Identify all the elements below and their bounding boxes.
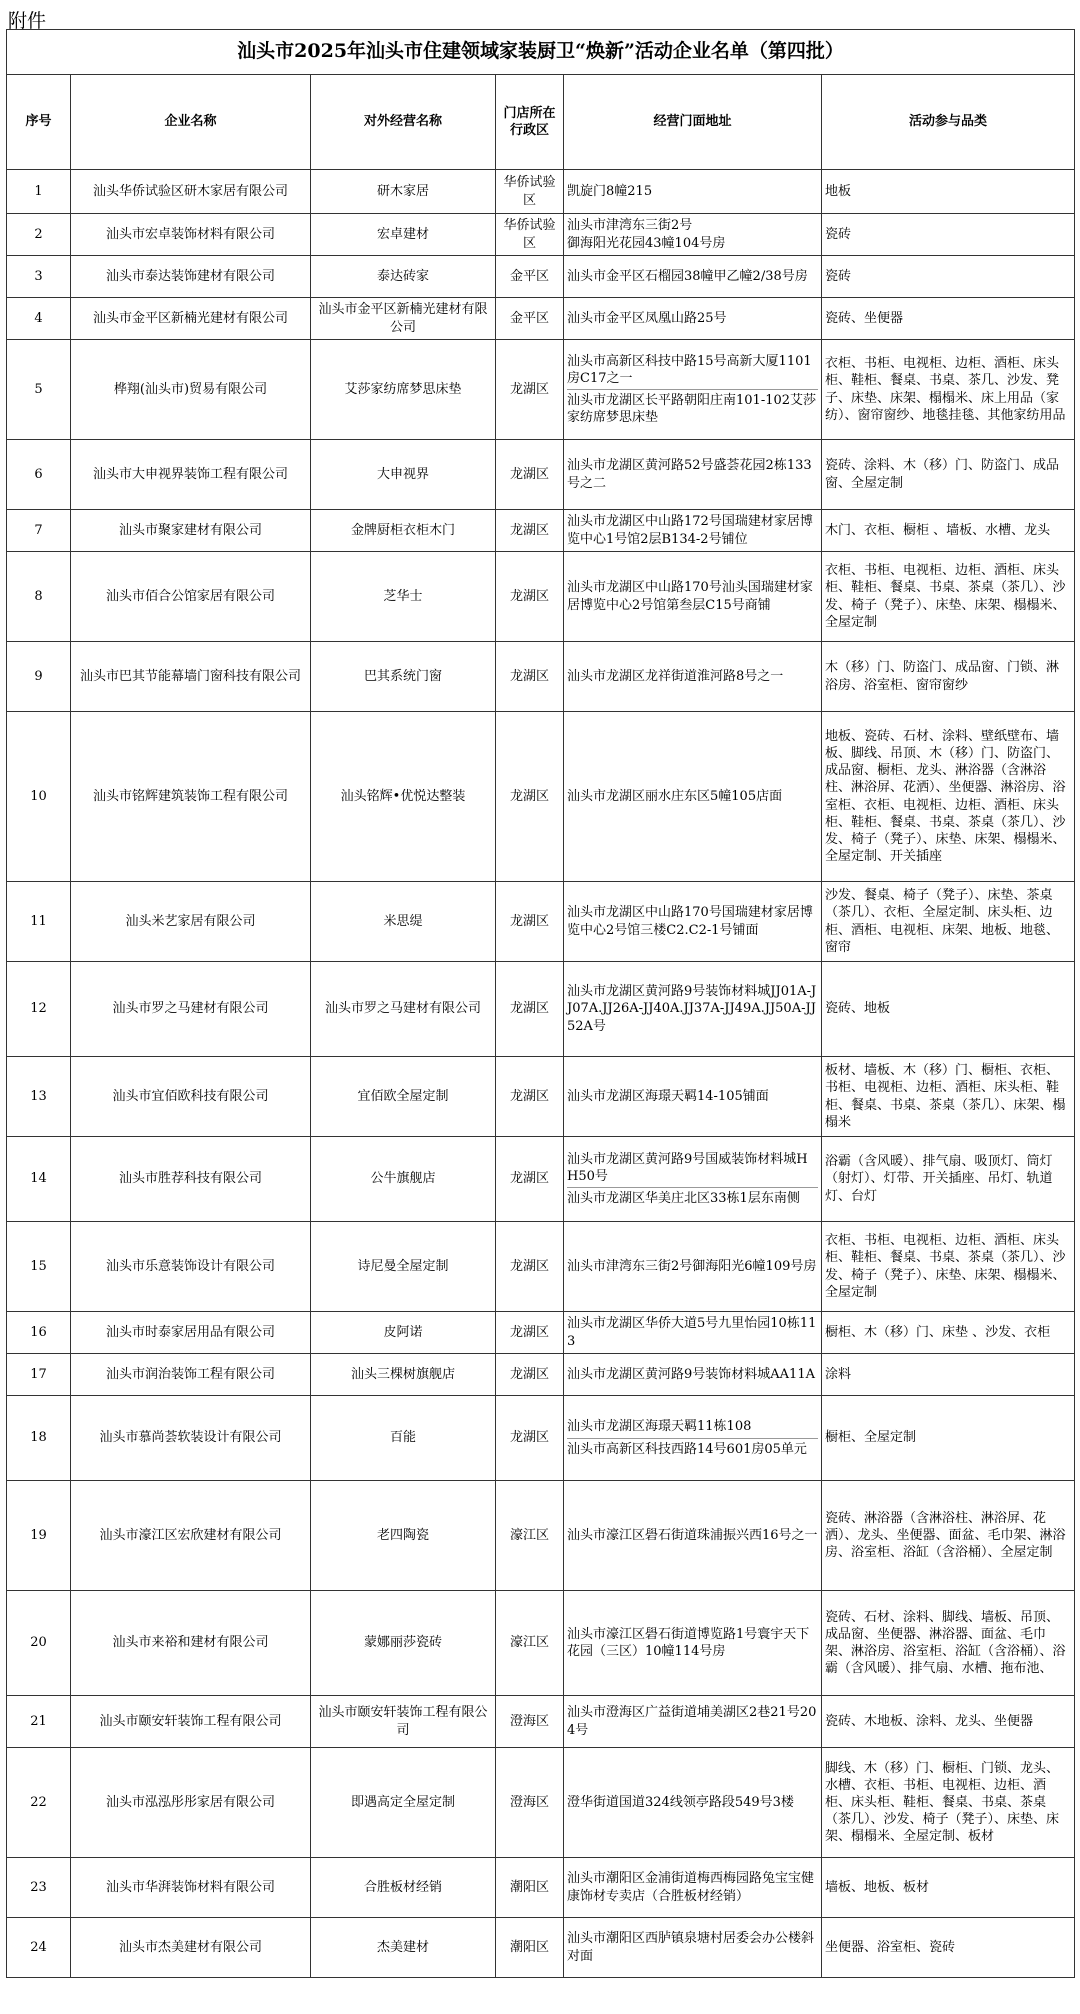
table-row <box>7 1858 1075 1918</box>
address <box>564 1354 822 1396</box>
district: 龙湖区 <box>496 1312 564 1354</box>
header-company: 企业名称 <box>71 75 311 170</box>
district: 龙湖区 <box>496 1396 564 1481</box>
address <box>564 1057 822 1137</box>
categories: 瓷砖 <box>822 214 1075 256</box>
district: 澄海区 <box>496 1748 564 1858</box>
categories: 橱柜、全屋定制 <box>822 1396 1075 1481</box>
address-line: 凯旋门8幢215 <box>567 183 653 199</box>
table-row <box>7 712 1075 882</box>
table-header-row <box>7 75 1075 170</box>
address-line: 澄华街道国道324线领亭路段549号3楼 <box>567 1794 794 1810</box>
address-line: 汕头市潮阳区金浦街道梅西梅园路兔宝宝健康饰材专卖店（合胜板材经销） <box>567 1871 815 1904</box>
table-row <box>7 510 1075 552</box>
table-row <box>7 882 1075 962</box>
address <box>564 962 822 1057</box>
address-line: 汕头市龙湖区黄河路9号国威装饰材料城HH50号 <box>567 1149 818 1188</box>
company-name: 汕头市乐意装饰设计有限公司 <box>71 1222 311 1312</box>
company-name: 汕头市巴其节能幕墙门窗科技有限公司 <box>71 642 311 712</box>
district: 龙湖区 <box>496 552 564 642</box>
table-row <box>7 440 1075 510</box>
categories: 沙发、餐桌、椅子（凳子）、床垫、茶桌（茶几）、衣柜、全屋定制、床头柜、边柜、酒柜、电视柜、床架、地板、地毯、窗帘 <box>822 882 1075 962</box>
trade-name: 杰美建材 <box>311 1918 496 1978</box>
address <box>564 1137 822 1222</box>
table-row <box>7 1591 1075 1696</box>
address-line: 汕头市龙湖区华美庄北区33栋1层东南侧 <box>567 1191 800 1207</box>
company-name: 汕头市宜佰欧科技有限公司 <box>71 1057 311 1137</box>
address <box>564 298 822 340</box>
address-line: 汕头市金平区石榴园38幢甲乙幢2/38号房 <box>567 268 808 284</box>
address-line: 汕头市龙湖区丽水庄东区5幢105店面 <box>567 788 783 804</box>
address <box>564 1748 822 1858</box>
table-row <box>7 642 1075 712</box>
company-name: 汕头市大申视界装饰工程有限公司 <box>71 440 311 510</box>
district: 潮阳区 <box>496 1918 564 1978</box>
trade-name: 泰达砖家 <box>311 256 496 298</box>
table-row <box>7 340 1075 440</box>
address <box>564 1858 822 1918</box>
district: 华侨试验区 <box>496 170 564 214</box>
row-no: 2 <box>7 214 71 256</box>
row-no: 20 <box>7 1591 71 1696</box>
company-name: 汕头市时泰家居用品有限公司 <box>71 1312 311 1354</box>
table-row <box>7 552 1075 642</box>
address <box>564 170 822 214</box>
categories: 浴霸（含风暖）、排气扇、吸顶灯、筒灯（射灯）、灯带、开关插座、吊灯、轨道灯、台灯 <box>822 1137 1075 1222</box>
table-row <box>7 256 1075 298</box>
trade-name: 汕头三棵树旗舰店 <box>311 1354 496 1396</box>
trade-name: 宏卓建材 <box>311 214 496 256</box>
categories: 涂料 <box>822 1354 1075 1396</box>
district: 龙湖区 <box>496 882 564 962</box>
district: 澄海区 <box>496 1696 564 1748</box>
address <box>564 1696 822 1748</box>
district: 潮阳区 <box>496 1858 564 1918</box>
address-line: 汕头市龙湖区中山路170号汕头国瑞建材家居博览中心2号馆第叁层C15号商铺 <box>567 580 813 613</box>
row-no: 11 <box>7 882 71 962</box>
attachment-label: 附件 <box>8 10 47 32</box>
table-row <box>7 1137 1075 1222</box>
company-name: 汕头米艺家居有限公司 <box>71 882 311 962</box>
district: 金平区 <box>496 298 564 340</box>
categories: 瓷砖、坐便器 <box>822 298 1075 340</box>
trade-name: 艾莎家纺席梦思床垫 <box>311 340 496 440</box>
categories: 木（移）门、防盗门、成品窗、门锁、淋浴房、浴室柜、窗帘窗纱 <box>822 642 1075 712</box>
header-categories: 活动参与品类 <box>822 75 1075 170</box>
district: 龙湖区 <box>496 642 564 712</box>
row-no: 15 <box>7 1222 71 1312</box>
district: 华侨试验区 <box>496 214 564 256</box>
table-row <box>7 298 1075 340</box>
trade-name: 金牌厨柜衣柜木门 <box>311 510 496 552</box>
address-line: 汕头市高新区科技西路14号601房05单元 <box>567 1441 807 1457</box>
address <box>564 642 822 712</box>
company-name: 汕头华侨试验区研木家居有限公司 <box>71 170 311 214</box>
address <box>564 256 822 298</box>
row-no: 22 <box>7 1748 71 1858</box>
categories: 衣柜、书柜、电视柜、边柜、酒柜、床头柜、鞋柜、餐桌、书桌、茶桌（茶几）、沙发、椅子（凳子）、床垫、床架、榻榻米、全屋定制 <box>822 552 1075 642</box>
row-no: 24 <box>7 1918 71 1978</box>
company-name: 汕头市濠江区宏欣建材有限公司 <box>71 1481 311 1591</box>
row-no: 17 <box>7 1354 71 1396</box>
trade-name: 米思缇 <box>311 882 496 962</box>
district: 龙湖区 <box>496 1354 564 1396</box>
table-row <box>7 1918 1075 1978</box>
address-line: 汕头市津湾东三街2号 御海阳光花园43幢104号房 <box>567 218 726 251</box>
header-no: 序号 <box>7 75 71 170</box>
row-no: 12 <box>7 962 71 1057</box>
trade-name: 汕头市金平区新楠光建材有限公司 <box>311 298 496 340</box>
row-no: 4 <box>7 298 71 340</box>
table-row <box>7 170 1075 214</box>
company-name: 汕头市润治装饰工程有限公司 <box>71 1354 311 1396</box>
company-name: 汕头市泓泓彤彤家居有限公司 <box>71 1748 311 1858</box>
company-name: 汕头市华湃装饰材料有限公司 <box>71 1858 311 1918</box>
address-line: 汕头市龙湖区黄河路9号装饰材料城JJ01A-JJ07A.JJ26A-JJ40A.JJ37A-JJ49A.JJ50A-JJ52A号 <box>567 984 817 1034</box>
table-row <box>7 1222 1075 1312</box>
trade-name: 蒙娜丽莎瓷砖 <box>311 1591 496 1696</box>
row-no: 9 <box>7 642 71 712</box>
address-line: 汕头市龙湖区黄河路52号盛荟花园2栋133号之二 <box>567 458 812 491</box>
address <box>564 1396 822 1481</box>
district: 龙湖区 <box>496 1057 564 1137</box>
row-no: 21 <box>7 1696 71 1748</box>
categories: 瓷砖、石材、涂料、脚线、墙板、吊顶、成品窗、坐便器、淋浴器、面盆、毛巾架、淋浴房、浴室柜、浴缸（含浴桶）、浴霸（含风暖）、排气扇、水槽、拖布池、 <box>822 1591 1075 1696</box>
company-name: 汕头市杰美建材有限公司 <box>71 1918 311 1978</box>
table-row <box>7 214 1075 256</box>
company-name: 桦翔(汕头市)贸易有限公司 <box>71 340 311 440</box>
address <box>564 340 822 440</box>
row-no: 8 <box>7 552 71 642</box>
trade-name: 研木家居 <box>311 170 496 214</box>
address <box>564 1222 822 1312</box>
trade-name: 合胜板材经销 <box>311 1858 496 1918</box>
table-row <box>7 1696 1075 1748</box>
address-line: 汕头市金平区凤凰山路25号 <box>567 310 727 326</box>
row-no: 14 <box>7 1137 71 1222</box>
categories: 瓷砖、涂料、木（移）门、防盗门、成品窗、全屋定制 <box>822 440 1075 510</box>
address <box>564 1312 822 1354</box>
address <box>564 1481 822 1591</box>
table-row <box>7 1354 1075 1396</box>
district: 金平区 <box>496 256 564 298</box>
company-name: 汕头市颐安轩装饰工程有限公司 <box>71 1696 311 1748</box>
categories: 板材、墙板、木（移）门、橱柜、衣柜、书柜、电视柜、边柜、酒柜、床头柜、鞋柜、餐桌、书桌、茶桌（茶几）、床架、榻榻米 <box>822 1057 1075 1137</box>
enterprise-table <box>6 29 1075 1978</box>
company-name: 汕头市铭辉建筑装饰工程有限公司 <box>71 712 311 882</box>
address <box>564 1918 822 1978</box>
address-line: 汕头市高新区科技中路15号高新大厦1101房C17之一 <box>567 351 818 390</box>
district: 龙湖区 <box>496 1137 564 1222</box>
address <box>564 510 822 552</box>
row-no: 19 <box>7 1481 71 1591</box>
row-no: 7 <box>7 510 71 552</box>
row-no: 3 <box>7 256 71 298</box>
categories: 衣柜、书柜、电视柜、边柜、酒柜、床头柜、鞋柜、餐桌、书桌、茶几、沙发、凳子、床垫、床架、榻榻米、床上用品（家纺）、窗帘窗纱、地毯挂毯、其他家纺用品 <box>822 340 1075 440</box>
address-line: 汕头市龙湖区海璟天羁11栋108 <box>567 1416 818 1438</box>
categories: 瓷砖 <box>822 256 1075 298</box>
categories: 地板 <box>822 170 1075 214</box>
categories: 墙板、地板、板材 <box>822 1858 1075 1918</box>
address-line: 汕头市津湾东三街2号御海阳光6幢109号房 <box>567 1258 817 1274</box>
company-name: 汕头市宏卓装饰材料有限公司 <box>71 214 311 256</box>
trade-name: 公牛旗舰店 <box>311 1137 496 1222</box>
address-line: 汕头市龙湖区海璟天羁14-105铺面 <box>567 1088 769 1104</box>
company-name: 汕头市泰达装饰建材有限公司 <box>71 256 311 298</box>
company-name: 汕头市金平区新楠光建材有限公司 <box>71 298 311 340</box>
address <box>564 214 822 256</box>
row-no: 13 <box>7 1057 71 1137</box>
header-district: 门店所在行政区 <box>496 75 564 170</box>
trade-name: 老四陶瓷 <box>311 1481 496 1591</box>
row-no: 10 <box>7 712 71 882</box>
address <box>564 1591 822 1696</box>
row-no: 18 <box>7 1396 71 1481</box>
row-no: 6 <box>7 440 71 510</box>
trade-name: 宜佰欧全屋定制 <box>311 1057 496 1137</box>
trade-name: 诗尼曼全屋定制 <box>311 1222 496 1312</box>
row-no: 16 <box>7 1312 71 1354</box>
categories: 坐便器、浴室柜、瓷砖 <box>822 1918 1075 1978</box>
table-row <box>7 1396 1075 1481</box>
address-line: 汕头市濠江区礐石街道博览路1号寰宇天下花园（三区）10幢114号房 <box>567 1626 810 1659</box>
address <box>564 440 822 510</box>
address-line: 汕头市龙湖区黄河路9号装饰材料城AA11A <box>567 1366 815 1382</box>
header-address: 经营门面地址 <box>564 75 822 170</box>
row-no: 1 <box>7 170 71 214</box>
categories: 衣柜、书柜、电视柜、边柜、酒柜、床头柜、鞋柜、餐桌、书桌、茶桌（茶几）、沙发、椅子（凳子）、床垫、床架、榻榻米、全屋定制 <box>822 1222 1075 1312</box>
trade-name: 即遇高定全屋定制 <box>311 1748 496 1858</box>
company-name: 汕头市胜荐科技有限公司 <box>71 1137 311 1222</box>
table-row <box>7 1748 1075 1858</box>
header-trade-name: 对外经营名称 <box>311 75 496 170</box>
trade-name: 汕头铭辉•优悦达整装 <box>311 712 496 882</box>
address-line: 汕头市龙湖区中山路170号国瑞建材家居博览中心2号馆三楼C2.C2-1号铺面 <box>567 905 813 938</box>
table-row <box>7 1312 1075 1354</box>
trade-name: 汕头市罗之马建材有限公司 <box>311 962 496 1057</box>
table-row <box>7 1057 1075 1137</box>
district: 龙湖区 <box>496 340 564 440</box>
address <box>564 552 822 642</box>
address-line: 汕头市澄海区广益街道埔美湖区2巷21号204号 <box>567 1705 817 1738</box>
trade-name: 皮阿诺 <box>311 1312 496 1354</box>
address-line: 汕头市龙湖区长平路朝阳庄南101-102艾莎家纺席梦思床垫 <box>567 393 817 426</box>
company-name: 汕头市聚家建材有限公司 <box>71 510 311 552</box>
address-line: 汕头市龙湖区华侨大道5号九里怡园10栋113 <box>567 1316 817 1349</box>
table-row <box>7 1481 1075 1591</box>
categories: 地板、瓷砖、石材、涂料、壁纸壁布、墙板、脚线、吊顶、木（移）门、防盗门、成品窗、橱柜、龙头、淋浴器（含淋浴柱、淋浴屏、花洒）、坐便器、淋浴房、浴室柜、衣柜、电视柜、边柜、酒柜、床头柜、鞋柜、餐桌、书桌、茶桌（茶几）、沙发、椅子（凳子）、床垫、床架、榻榻米、全屋定制、开关插座 <box>822 712 1075 882</box>
address-line: 汕头市龙湖区中山路172号国瑞建材家居博览中心1号馆2层B134-2号铺位 <box>567 514 813 547</box>
categories: 瓷砖、木地板、涂料、龙头、坐便器 <box>822 1696 1075 1748</box>
address-line: 汕头市濠江区礐石街道珠浦振兴西16号之一 <box>567 1527 818 1543</box>
categories: 橱柜、木（移）门、床垫 、沙发、衣柜 <box>822 1312 1075 1354</box>
trade-name: 芝华士 <box>311 552 496 642</box>
table-row <box>7 962 1075 1057</box>
categories: 脚线、木（移）门、橱柜、门锁、龙头、水槽、衣柜、书柜、电视柜、边柜、酒柜、床头柜、鞋柜、餐桌、书桌、茶桌（茶几）、沙发、椅子（凳子）、床垫、床架、榻榻米、全屋定制、板材 <box>822 1748 1075 1858</box>
row-no: 5 <box>7 340 71 440</box>
address-line: 汕头市潮阳区西胪镇泉塘村居委会办公楼斜对面 <box>567 1931 815 1964</box>
district: 龙湖区 <box>496 440 564 510</box>
categories: 瓷砖、地板 <box>822 962 1075 1057</box>
trade-name: 百能 <box>311 1396 496 1481</box>
categories: 瓷砖、淋浴器（含淋浴柱、淋浴屏、花洒）、龙头、坐便器、面盆、毛巾架、淋浴房、浴室柜、浴缸（含浴桶）、全屋定制 <box>822 1481 1075 1591</box>
district: 龙湖区 <box>496 962 564 1057</box>
categories: 木门、衣柜、橱柜 、墙板、水槽、龙头 <box>822 510 1075 552</box>
district: 龙湖区 <box>496 712 564 882</box>
address <box>564 882 822 962</box>
trade-name: 汕头市颐安轩装饰工程有限公司 <box>311 1696 496 1748</box>
address <box>564 712 822 882</box>
company-name: 汕头市来裕和建材有限公司 <box>71 1591 311 1696</box>
company-name: 汕头市慕尚荟软装设计有限公司 <box>71 1396 311 1481</box>
district: 龙湖区 <box>496 1222 564 1312</box>
company-name: 汕头市罗之马建材有限公司 <box>71 962 311 1057</box>
district: 濠江区 <box>496 1481 564 1591</box>
district: 龙湖区 <box>496 510 564 552</box>
district: 濠江区 <box>496 1591 564 1696</box>
document-title: 汕头市2025年汕头市住建领域家装厨卫“焕新”活动企业名单（第四批） <box>7 30 1075 75</box>
address-line: 汕头市龙湖区龙祥街道淮河路8号之一 <box>567 668 784 684</box>
company-name: 汕头市佰合公馆家居有限公司 <box>71 552 311 642</box>
trade-name: 巴其系统门窗 <box>311 642 496 712</box>
row-no: 23 <box>7 1858 71 1918</box>
trade-name: 大申视界 <box>311 440 496 510</box>
